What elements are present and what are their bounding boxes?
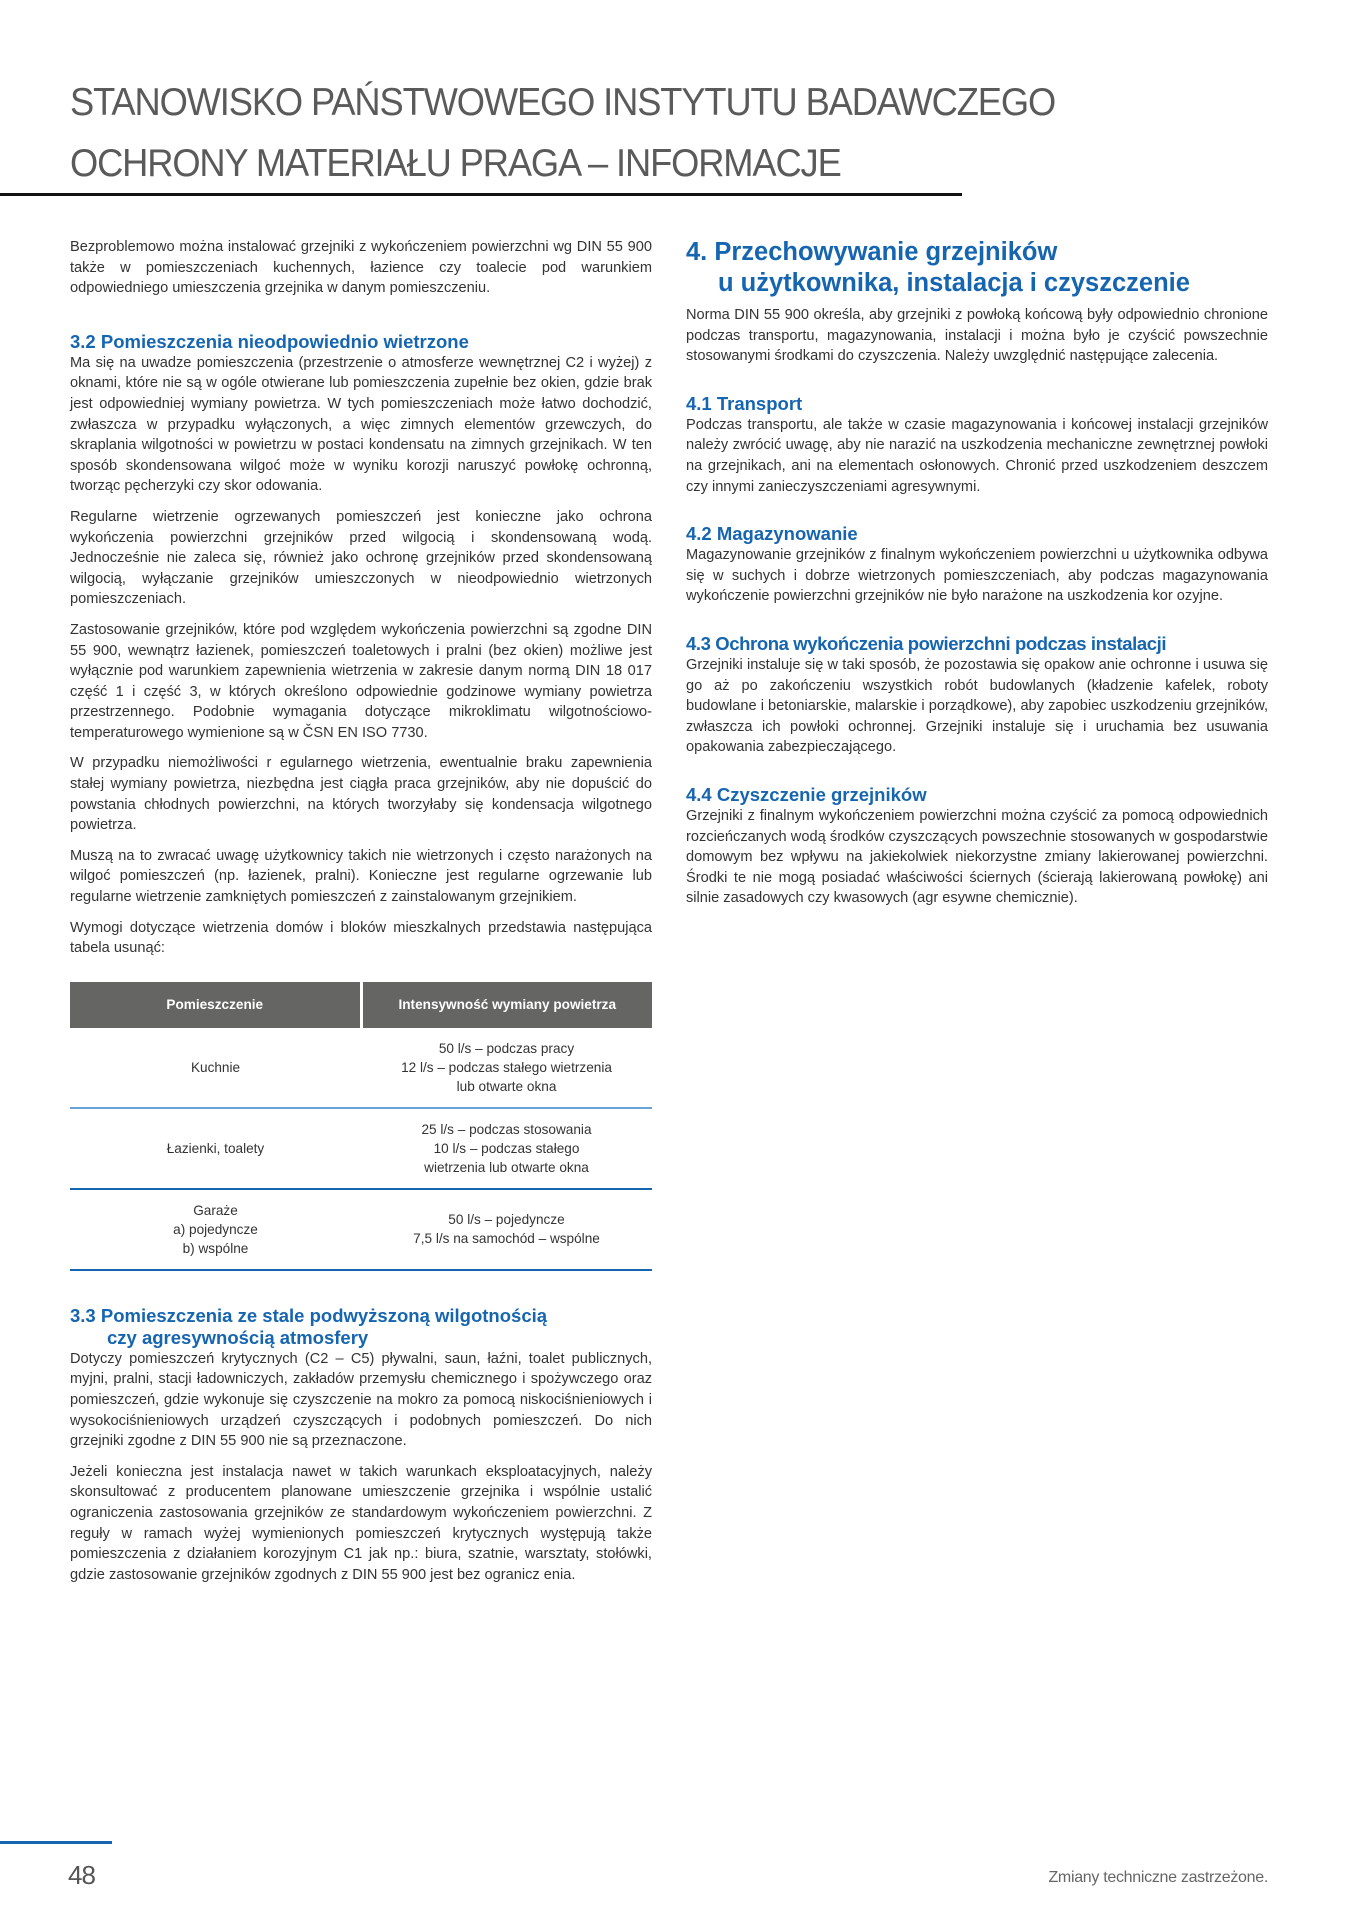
cell-line: 7,5 l/s na samochód – wspólne [413,1231,600,1247]
cell-line: wietrzenia lub otwarte okna [424,1159,589,1175]
cell-line: Kuchnie [190,1059,241,1075]
footer-accent-rule [0,1841,112,1844]
page-title [70,72,1055,194]
section-4-paragraph: Norma DIN 55 900 określa, aby grzejniki z powłoką końcową były odpowiednio chronione podczas transportu, magazynowania, instalacji i można było je czyścić powszechnie stosowanymi środkami do czyszczenia. Należy uwzględnić następujące zalecenia. [686,307,1268,365]
cell-line: 50 l/s – pojedyncze [448,1212,565,1228]
section-3-2-paragraph: Regularne wietrzenie ogrzewanych pomieszczeń jest konieczne jako ochrona wykończenia powierzchni grzejników przed wilgocią i skondensowaną wodą. Jednocześnie nie zaleca się, również jako ochronę grzejników przed skondensowaną wilgocią, wyłączanie grzejników umieszczonych w nieodpowiednio wietrzonych pomieszczeniach. [70,508,652,608]
page-number: 48 [68,1860,95,1890]
section-3-3-paragraph: Jeżeli konieczna jest instalacja nawet w takich warunkach eksploatacyjnych, należy skonsultować z producentem planowane umieszczenie grzejnika i wspólnie ustalić ograniczenia zastosowania grzejników ze standardowym wykończeniem powierzchni. Z reguły w ramach wyżej wymienionych pomieszczeń krytycznych występują także pomieszczenia z działaniem korozyjnym C1 jak np.: biura, szatnie, warsztaty, stołówki, gdzie zastosowanie grzejników zgodnych z DIN 55 900 jest bez ogranicz enia. [70,1463,652,1583]
cell-line: 50 l/s – podczas pracy [438,1040,575,1056]
page-title-line-2: OCHRONY MATERIAŁU PRAGA – INFORMACJE [70,142,841,185]
table-cell-rate [361,1028,652,1108]
table-cell-room [70,1028,361,1108]
section-4-4-heading: 4.4 Czyszczenie grzejników [686,783,927,805]
cell-line: 10 l/s – podczas stałego [433,1140,580,1156]
section-4-3-heading: 4.3 Ochrona wykończenia powierzchni podczas instalacji [686,632,1167,654]
footer-note: Zmiany techniczne zastrzeżone. [1048,1869,1268,1886]
page-title-line-1: STANOWISKO PAŃSTWOWEGO INSTYTUTU BADAWCZEGO [70,81,1056,124]
section-3-2-paragraph: W przypadku niemożliwości r egularnego wietrzenia, ewentualnie braku zapewnienia stałej wymiany powietrza, niezbędna jest ciągła praca grzejników, aby nie dopuścić do powstania chłodnych powierzchni, na których tworzyłaby się kondensacja wilgotnego powietrza. [70,755,652,834]
section-3-2-paragraph: Muszą na to zwracać uwagę użytkownicy takich nie wietrzonych i często narażonych na wilgoć pomieszczeń (np. łazienek, pralni). Konieczne jest regularne ogrzewanie lub regularne wietrzenie zamkniętych pomieszczeń z zainstalowanym grzejnikiem. [70,847,652,906]
cell-line: a) pojedyncze [173,1221,258,1237]
section-3-3-heading [70,1305,652,1349]
section-4-2-heading: 4.2 Magazynowanie [686,523,858,545]
ventilation-table [70,982,652,1271]
cell-line: Garaże [193,1202,238,1218]
table-header-row [70,982,652,1028]
heading-line: u użytkownika, instalacja i czyszczenie [718,269,1190,297]
section-3-2-heading: 3.2 Pomieszczenia nieodpowiednio wietrzone [70,330,469,352]
section-4-3-paragraph: Grzejniki instaluje się w taki sposób, że pozostawia się opakow anie ochronne i usuwa się go aż po zakończeniu wszystkich robót budowlanych (kładzenie kafelek, roboty budowlane i betoniarskie, malarskie i porządkowe), aby zapobiec uszkodzeniu grzejników, zwłaszcza ich powłoki ochronnej. Grzejniki instaluje się i uruchamia bez usuwania opakowania zabezpieczającego. [686,656,1268,756]
heading-line: czy agresywnością atmosfery [107,1326,369,1348]
section-4-1-heading: 4.1 Transport [686,392,803,414]
cell-line: Łazienki, toalety [166,1140,265,1156]
cell-line: b) wspólne [182,1240,249,1256]
table-cell-rate [361,1108,652,1189]
table-row [70,1028,652,1108]
section-4-1-paragraph: Podczas transportu, ale także w czasie magazynowania i końcowej instalacji grzejników należy zwrócić uwagę, aby nie narazić na uszkodzenia mechaniczne zewnętrznej powłoki na grzejnikach, ani na elementach osłonowych. Chronić przed uszkodzeniem deszczem czy innymi zanieczyszczeniami agresywnymi. [686,416,1268,495]
left-column [70,237,652,1595]
cell-line: lub otwarte okna [456,1078,557,1094]
table-row [70,1108,652,1189]
cell-line: 12 l/s – podczas stałego wietrzenia [401,1059,612,1075]
table-cell-room [70,1108,361,1189]
table-cell-rate [361,1189,652,1270]
section-4-2-paragraph: Magazynowanie grzejników z finalnym wykończeniem powierzchni u użytkownika odbywa się w suchych i dobrze wietrzonych pomieszczeniach, aby podczas magazynowania wykończenie powierzchni grzejników nie było narażone na uszkodzenia kor ozyjne. [686,547,1268,605]
section-3-3-paragraph: Dotyczy pomieszczeń krytycznych (C2 – C5) pływalni, saun, łaźni, toalet publicznych, myjni, pralni, stacji ładowniczych, zakładów przemysłu chemicznego i spożywczego oraz pomieszczeń, gdzie wykonuje się czyszczenie na mokro za pomocą niskociśnieniowych i wysokociśnieniowych urządzeń czyszczących i podobnych pomieszczeń. Do nich grzejniki zgodne z DIN 55 900 nie są przeznaczone. [70,1350,652,1450]
heading-line: 3.3 Pomieszczenia ze stale podwyższoną wilgotnością [70,1304,548,1326]
section-3-2-paragraph: Ma się na uwadze pomieszczenia (przestrzenie o atmosferze wewnętrznej C2 i wyżej) z oknami, które nie są w ogóle otwierane lub pomieszczenia zupełnie bez okien, gdzie brak jest odpowiedniej wymiany powietrza. W tych pomieszczeniach może łatwo dochodzić, zwłaszcza w przypadku wyłączonych, a więc zimnych elementów grzewczych, do skraplania wilgotności w powietrzu w postaci kondensatu na zimnych grzejnikach. W ten sposób skondensowana wilgoć może w wyniku korozji naruszyć powłokę ochronną, tworząc pęcherzyki czy skor odowania. [70,354,652,495]
table-header-room: Pomieszczenie [70,982,361,1028]
table-row [70,1189,652,1270]
heading-line: 4. Przechowywanie grzejników [686,238,1058,266]
table-header-rate: Intensywność wymiany powietrza [361,982,652,1028]
table-cell-room [70,1189,361,1270]
section-3-2-paragraph: Zastosowanie grzejników, które pod względem wykończenia powierzchni są zgodne DIN 55 900, wewnątrz łazienek, pomieszczeń toaletowych i pralni (bez okien) możliwe jest wyłącznie pod warunkiem zapewnienia wietrzenia w zakresie danym normą DIN 18 017 część 1 i część 3, w których określono odpowiednie godzinowe wymiany powietrza przestrzennego. Podobnie wymagania dotyczące mikroklimatu wilgotnościowo-temperaturowego wymienione są w ČSN EN ISO 7730. [70,621,652,741]
cell-line: 25 l/s – podczas stosowania [421,1121,592,1137]
right-column [686,237,1268,919]
intro-paragraph: Bezproblemowo można instalować grzejniki z wykończeniem powierzchni wg DIN 55 900 także w pomieszczeniach kuchennych, łazience czy toalecie pod warunkiem odpowiedniego umieszczenia grzejnika w danym pomieszczeniu. [70,239,652,297]
section-4-4-paragraph: Grzejniki z finalnym wykończeniem powierzchni można czyścić za pomocą odpowiednich rozcieńczanych wodą środków czyszczących powszechnie stosowanych w gospodarstwie domowym bez wpływu na jakiekolwiek niekorzystne zmiany lakierowanej powierzchni. Środki te nie mogą posiadać właściwości ściernych (ścierają lakierowaną powłokę) ani silnie zasadowych czy kwasowych (agr esywne chemicznie). [686,807,1268,907]
title-divider [0,193,962,196]
section-3-2-paragraph: Wymogi dotyczące wietrzenia domów i bloków mieszkalnych przedstawia następująca tabela usunąć: [70,919,652,957]
section-4-heading [686,237,1268,299]
